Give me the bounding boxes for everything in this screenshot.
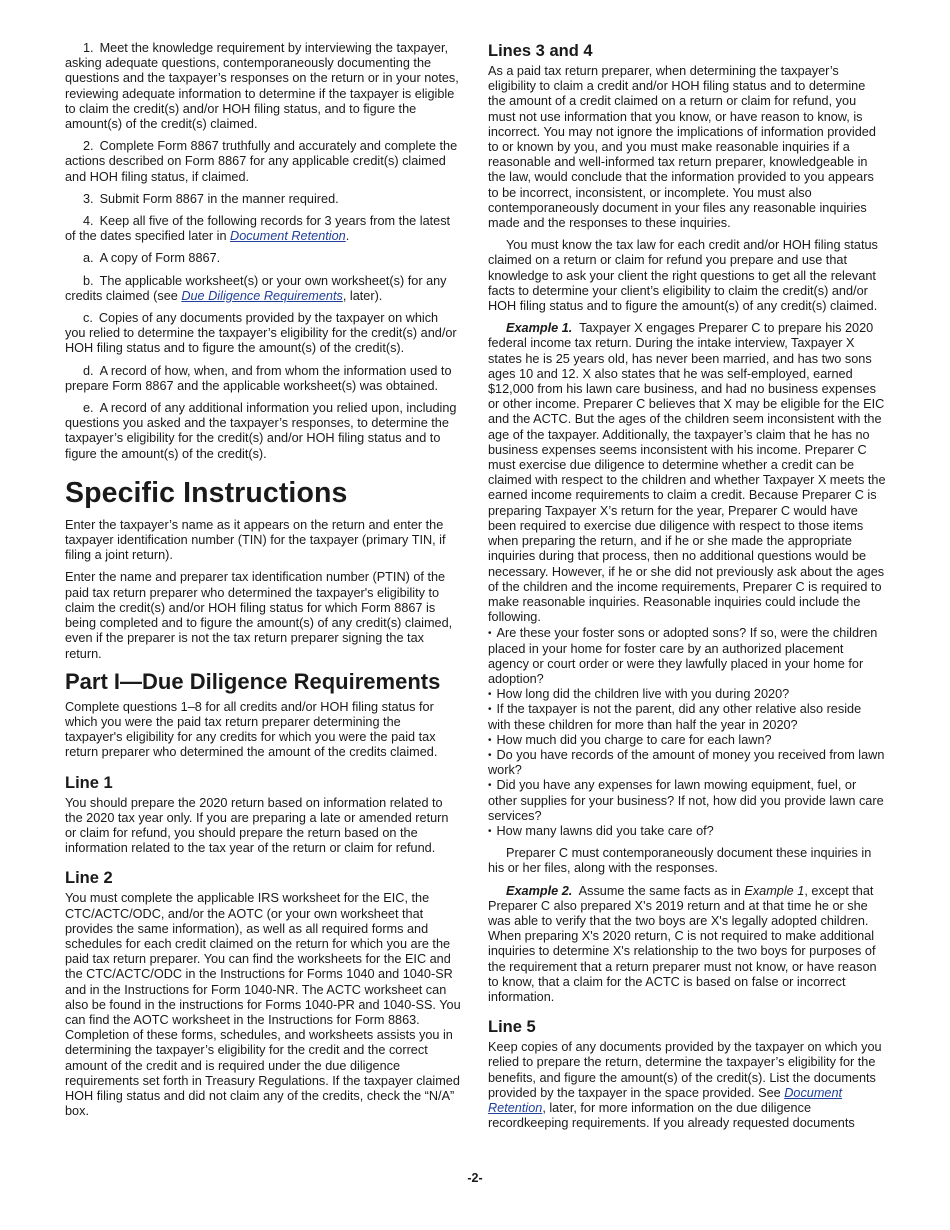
list-item-c: c. Copies of any documents provided by the taxpayer on which you relied to determine the taxpayer’s eligibility for the credit(s) and/or HOH filing status and to figure the amount(s) of the credit(s). xyxy=(65,311,457,356)
list-item: • Did you have any expenses for lawn mowing equipment, fuel, or other supplies for your business? If not, how did you provide lawn care services? xyxy=(488,778,884,823)
specific-instructions-paragraph-1: Enter the taxpayer’s name as it appears on the return and enter the taxpayer identification number (TIN) for the taxpayer (primary TIN, if filing a joint return). xyxy=(65,517,446,563)
bullet-icon: • xyxy=(488,825,492,837)
example-1-reference: Example 1 xyxy=(744,883,805,898)
bullet-icon: • xyxy=(488,689,492,701)
lines-3-4-paragraph-2: You must know the tax law for each credit and/or HOH filing status claimed on a return or claim for refund you prepare and use that knowledge to ask your client the right questions to get all the relevant facts to determine your client’s eligibility to claim the credit(s) and/or HOH filing status and to figure the amount(s) of any credit(s) claimed. xyxy=(488,238,878,314)
example-1-paragraph: Example 1. Taxpayer X engages Preparer C to prepare his 2020 federal income tax return. During the intake interview, Taxpayer X states he is 25 years old, has never been married, and has two sons ages 10 and 12. X also states that he was self-employed, earned $12,000 from his lawn care business, and had no business expenses or other income. Preparer C believes that X may be eligible for the EIC and the ACTC. But the ages of the children seem inconsistent with the age of the taxpayer. Additionally, the taxpayer’s claim that he has no business expenses seems inconsistent with his income. Preparer C must exercise due diligence to determine whether a credit can be claimed with respect to the children and whether Taxpayer X meets the earned income requirements to claim a credit. Because Preparer C is preparing Taxpayer X’s return for the year, Preparer C would have been required to exercise due diligence with respect to those items when preparing the return, and if he or she made the appropriate inquiries during that process, then no additional questions would be necessary. However, if he or she did not previously ask about the ages of the children and the income requirements, Preparer C is required to make reasonable inquiries. Reasonable inquiries could include the following. xyxy=(488,321,886,625)
list-item-a: a. A copy of Form 8867. xyxy=(83,251,221,266)
bullet-icon: • xyxy=(488,749,492,761)
line5-paragraph: Keep copies of any documents provided by the taxpayer on which you relied to prepare the return, determine the taxpayer’s eligibility for the benefits, and figure the amount(s) of the credit(s). List the documents provided by the taxpayer in the space provided. See Document Retention, later, for more information on the due diligence recordkeeping requirements. If you already requested documents xyxy=(488,1040,882,1131)
right-column xyxy=(488,41,886,1138)
inquiry-bullet-list xyxy=(488,626,886,839)
document-retention-link[interactable]: Document Retention xyxy=(230,229,346,244)
lines-3-4-paragraph-1: As a paid tax return preparer, when determining the taxpayer’s eligibility to claim a credit and/or HOH filing status and to determine the amount of a credit claimed on a return or claim for refund, you must not use information that you know, or have reason to know, is incorrect. You may not ignore the implications of information provided to or known by you, and you must make reasonable inquiries if a reasonable and well-informed tax return preparer, knowledgeable in the law, would conclude that the information provided to you appears to be incorrect, inconsistent, or incomplete. You must also contemporaneously document in your files any reasonable inquiries made and the responses to these inquiries. xyxy=(488,64,876,231)
line1-paragraph: You should prepare the 2020 return based on information related to the 2020 tax year only. If you are preparing a late or amended return or claim for refund, you should prepare the return based on the information related to the tax year of the return or claim for refund. xyxy=(65,795,449,856)
part1-paragraph: Complete questions 1–8 for all credits and/or HOH filing status for which you were the paid tax return preparer determining the taxpayer's eligibility for any credits for which you were the paid tax return preparer who determined the amount of the credits claimed. xyxy=(65,699,438,760)
list-item: • How much did you charge to care for each lawn? xyxy=(488,732,772,747)
list-item-4: 4. Keep all five of the following records for 3 years from the latest of the dates specified later in Document Retention. xyxy=(65,214,451,244)
list-item: • How long did the children live with you during 2020? xyxy=(488,687,790,702)
example-2-label: Example 2. xyxy=(506,883,573,898)
bullet-icon: • xyxy=(488,780,492,792)
part1-heading: Part I—Due Diligence Requirements xyxy=(65,668,441,694)
list-item-2: 2. Complete Form 8867 truthfully and accurately and complete the actions described on Form 8867 for any applicable credit(s) claimed and HOH filing status, if claimed. xyxy=(65,139,458,184)
example-1-label: Example 1. xyxy=(506,321,573,336)
list-item-b: b. The applicable worksheet(s) or your own worksheet(s) for any credits claimed (see Due Diligence Requirements, later). xyxy=(65,273,447,303)
line5-heading: Line 5 xyxy=(488,1018,536,1037)
list-item-d: d. A record of how, when, and from whom the information used to prepare Form 8867 and the applicable worksheet(s) was obtained. xyxy=(65,363,452,393)
line2-paragraph: You must complete the applicable IRS worksheet for the EIC, the CTC/ACTC/ODC, and/or the AOTC (or your own worksheet that provides the same information), as well as all required forms and schedules for each credit claimed on the return for which you are the paid tax return preparer. You can find the worksheets for the EIC and the CTC/ACTC/ODC in the Instructions for Forms 1040 and 1040-SR and in the Instructions for Form 1040-NR. The ACTC worksheet can also be found in the instructions for Forms 1040-PR and 1040-SS. You can find the AOTC worksheet in the Instructions for Form 8863. Completion of these forms, schedules, and worksheets assists you in determining the taxpayer’s eligibility for the credit and the correct amount of the credit and is required under the due diligence requirements set forth in Treasury Regulations. If the taxpayer claimed HOH filing status and did not claim any of the credits, check the “N/A” box. xyxy=(65,891,461,1119)
lines-3-and-4-heading: Lines 3 and 4 xyxy=(488,42,593,60)
list-item: • If the taxpayer is not the parent, did any other relative also reside with these children for more than half the year in 2020? xyxy=(488,702,862,732)
after-bullets-paragraph: Preparer C must contemporaneously document these inquiries in his or her files, along with the responses. xyxy=(488,846,872,876)
list-item-1: 1. Meet the knowledge requirement by interviewing the taxpayer, asking adequate questions, contemporaneously documenting the questions and the taxpayer’s responses on the return or in your notes, reviewing adequate information to determine if the taxpayer is eligible to claim the credit(s) and/or HOH filing status, and to figure the amount(s) of the credit(s) claimed. xyxy=(65,41,459,132)
page-number: -2- xyxy=(467,1171,483,1185)
line2-heading: Line 2 xyxy=(65,869,113,888)
bullet-icon: • xyxy=(488,704,492,716)
list-item-e: e. A record of any additional information you relied upon, including questions you asked and the taxpayer’s responses, to determine the taxpayer’s eligibility for the credit(s) and/or HOH filing status and to figure the amount(s) of the credit(s). xyxy=(65,401,457,461)
document-retention-link[interactable]: Document Retention xyxy=(488,1085,843,1115)
list-item: • Are these your foster sons or adopted sons? If so, were the children placed in your home for foster care by an authorized placement agency or court order or were they lawfully placed in your home for adoption? xyxy=(488,626,878,686)
line1-heading: Line 1 xyxy=(65,773,113,792)
due-diligence-requirements-link[interactable]: Due Diligence Requirements xyxy=(181,288,343,303)
bullet-icon: • xyxy=(488,734,492,746)
list-item: • How many lawns did you take care of? xyxy=(488,823,714,838)
specific-instructions-heading: Specific Instructions xyxy=(65,476,348,509)
specific-instructions-paragraph-2: Enter the name and preparer tax identification number (PTIN) of the paid tax return preparer who determined the taxpayer's eligibility to claim the credit(s) and/or HOH filing status for which Form 8867 is being completed and to figure the amount(s) of any credit(s) claimed, even if the preparer is not the tax return preparer signing the tax return. xyxy=(65,570,453,661)
example-2-paragraph: Example 2. Assume the same facts as in Example 1, except that Preparer C also prepared X's 2019 return and at that time he or she was able to verify that the two boys are X's legally adopted children. When preparing X's 2020 return, C is not required to make additional inquiries to determine X's relationship to the two boys for purposes of the requirement that a return preparer must not know, or have reason to know, that a claim for the ACTC is based on false or incorrect information. xyxy=(488,883,877,1004)
list-item: • Do you have records of the amount of money you received from lawn work? xyxy=(488,747,885,778)
left-column xyxy=(65,41,461,1126)
list-item-3: 3. Submit Form 8867 in the manner required. xyxy=(83,191,339,206)
bullet-icon: • xyxy=(488,628,492,640)
